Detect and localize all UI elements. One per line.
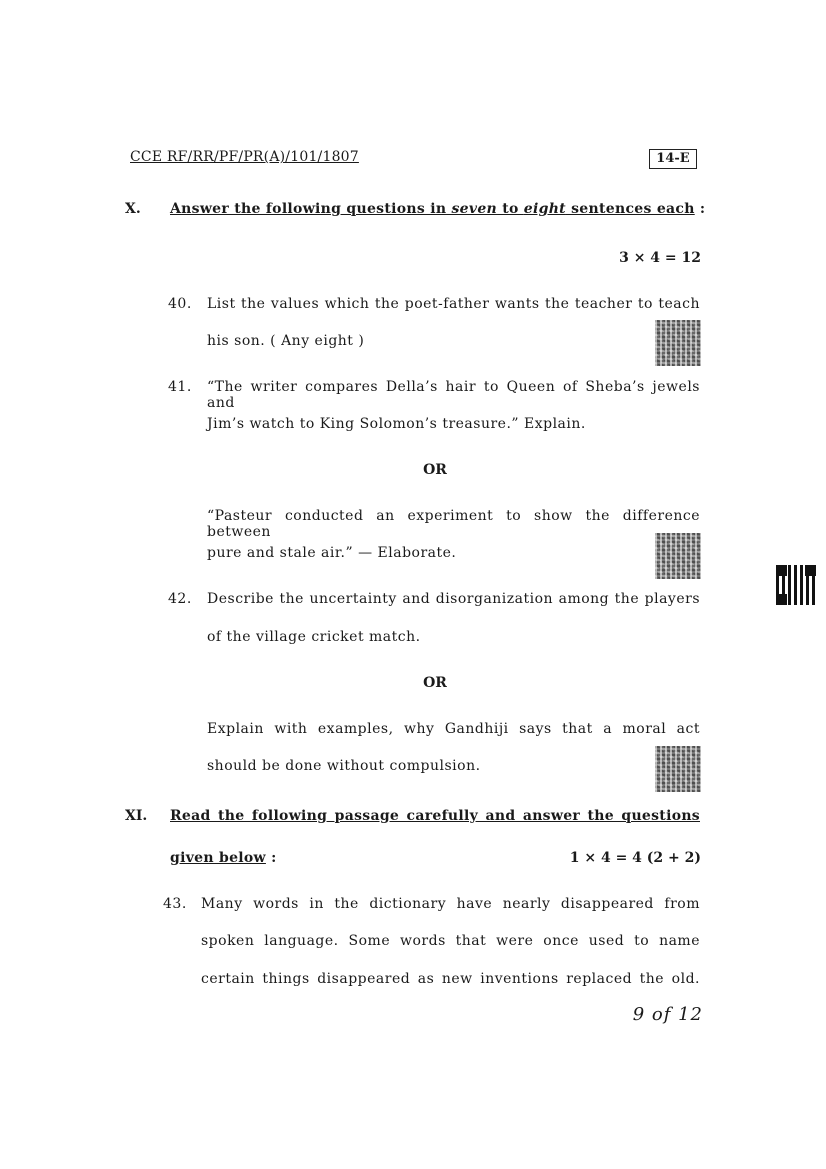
- question-41-line2: Jim’s watch to King Solomon’s treasure.” Explain.: [207, 416, 586, 432]
- section-xi-instruction-line2: given below :: [170, 850, 277, 866]
- question-41-alt-line1: “Pasteur conducted an experiment to show the difference between: [207, 508, 700, 540]
- or-divider: OR: [423, 462, 447, 478]
- question-41-number: 41.: [168, 379, 192, 395]
- page-number: 9 of 12: [632, 1004, 703, 1025]
- question-41-line1: “The writer compares Della’s hair to Queen of Sheba’s jewels and: [207, 379, 700, 411]
- question-42-alt-line2: should be done without compulsion.: [207, 758, 481, 774]
- question-43-number: 43.: [163, 896, 187, 912]
- qr-code-icon: [655, 746, 701, 792]
- question-42-line1: Describe the uncertainty and disorganization among the players: [207, 591, 700, 607]
- paper-code: CCE RF/RR/PF/PR(A)/101/1807: [130, 149, 359, 165]
- section-x-marks: 3 × 4 = 12: [619, 250, 701, 266]
- question-43-line3: certain things disappeared as new inventions replaced the old.: [201, 971, 700, 987]
- question-42-alt-line1: Explain with examples, why Gandhiji says that a moral act: [207, 721, 700, 737]
- section-xi-marks: 1 × 4 = 4 (2 + 2): [569, 850, 701, 866]
- section-xi-instruction-line1: Read the following passage carefully and answer the questions: [170, 808, 700, 824]
- question-42-line2: of the village cricket match.: [207, 629, 421, 645]
- or-divider: OR: [423, 675, 447, 691]
- question-40-number: 40.: [168, 296, 192, 312]
- qr-code-icon: [655, 320, 701, 366]
- qr-code-icon: [655, 533, 701, 579]
- question-43-line1: Many words in the dictionary have nearly disappeared from: [201, 896, 700, 912]
- question-43-line2: spoken language. Some words that were once used to name: [201, 933, 700, 949]
- question-41-alt-line2: pure and stale air.” — Elaborate.: [207, 545, 457, 561]
- section-x-number: X.: [125, 201, 141, 217]
- page-code-box: 14-E: [649, 149, 697, 169]
- question-40-line1: List the values which the poet-father wants the teacher to teach: [207, 296, 700, 312]
- section-x-instruction: Answer the following questions in seven to eight sentences each :: [170, 201, 706, 217]
- question-40-line2: his son. ( Any eight ): [207, 333, 365, 349]
- question-42-number: 42.: [168, 591, 192, 607]
- side-qr-code-icon: [776, 565, 816, 605]
- section-xi-number: XI.: [125, 808, 148, 824]
